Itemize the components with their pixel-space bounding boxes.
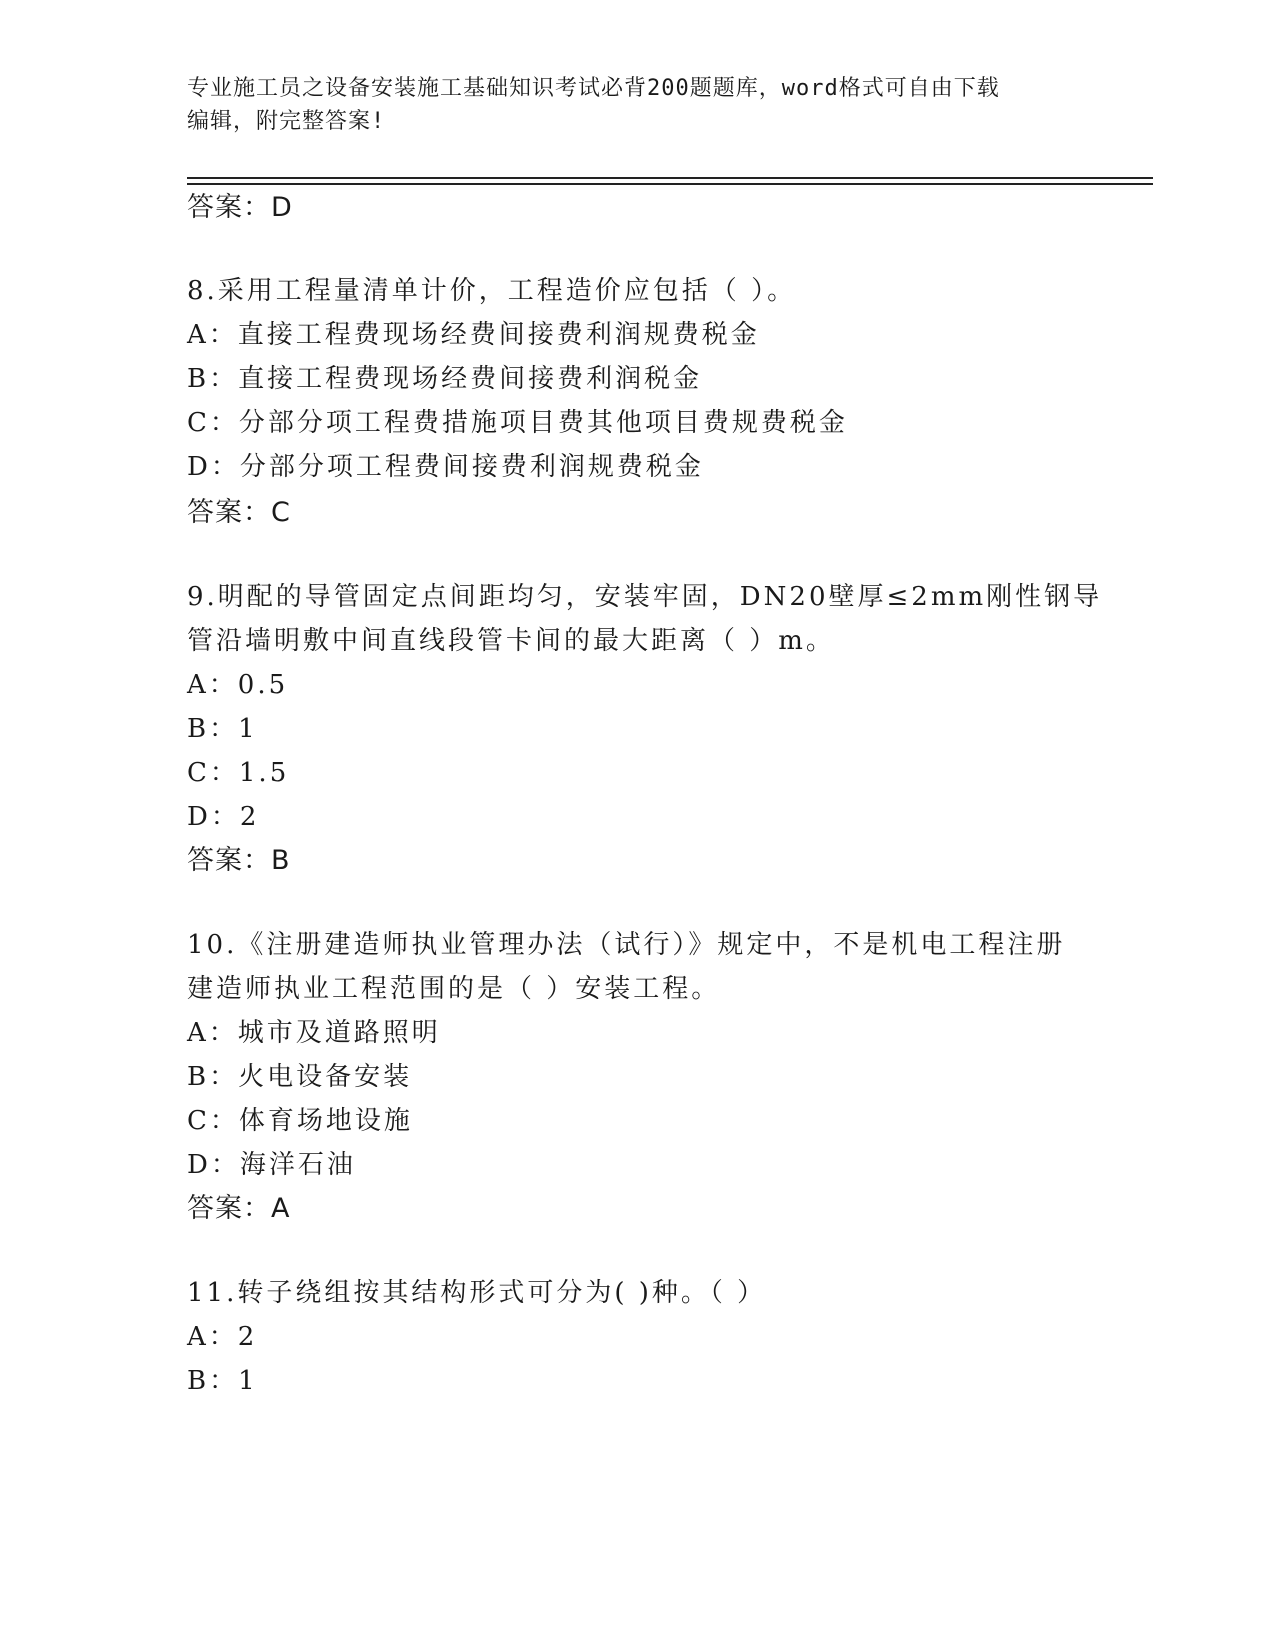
answer-line: 答案：A bbox=[187, 1193, 291, 1224]
header-rule-bottom bbox=[187, 183, 1153, 185]
option-a: A：城市及道路照明 bbox=[187, 1018, 441, 1048]
option-b: B：直接工程费现场经费间接费利润税金 bbox=[187, 364, 703, 394]
question-stem-continued: 建造师执业工程范围的是（ ）安装工程。 bbox=[187, 974, 721, 1004]
answer-line: 答案：B bbox=[187, 845, 291, 876]
question-stem: 11.转子绕组按其结构形式可分为( )种。（ ） bbox=[187, 1278, 767, 1308]
question-stem: 9.明配的导管固定点间距均匀，安装牢固，DN20壁厚≤2mm刚性钢导 bbox=[187, 582, 1103, 612]
header-line-2: 编辑，附完整答案! bbox=[187, 109, 386, 134]
option-b: B：1 bbox=[187, 1366, 258, 1396]
answer-line: 答案：D bbox=[187, 192, 293, 223]
option-a: A：0.5 bbox=[187, 670, 289, 700]
question-stem: 10.《注册建造师执业管理办法（试行）》规定中，不是机电工程注册 bbox=[187, 930, 1066, 960]
option-d: D：分部分项工程费间接费利润规费税金 bbox=[187, 452, 704, 482]
header-line-1: 专业施工员之设备安装施工基础知识考试必背200题题库，word格式可自由下载 bbox=[187, 76, 1000, 101]
option-c: C：分部分项工程费措施项目费其他项目费规费税金 bbox=[187, 408, 848, 438]
option-b: B：1 bbox=[187, 714, 258, 744]
option-a: A：2 bbox=[187, 1322, 258, 1352]
option-d: D：海洋石油 bbox=[187, 1150, 356, 1180]
option-d: D：2 bbox=[187, 802, 260, 832]
header-rule-top bbox=[187, 177, 1153, 179]
answer-line: 答案：C bbox=[187, 497, 291, 528]
option-c: C：体育场地设施 bbox=[187, 1106, 413, 1136]
option-a: A：直接工程费现场经费间接费利润规费税金 bbox=[187, 320, 760, 350]
question-stem-continued: 管沿墙明敷中间直线段管卡间的最大距离（ ）m。 bbox=[187, 626, 835, 656]
document-header bbox=[187, 72, 1087, 138]
option-c: C：1.5 bbox=[187, 758, 290, 788]
option-b: B：火电设备安装 bbox=[187, 1062, 413, 1092]
question-stem: 8.采用工程量清单计价，工程造价应包括（ ）。 bbox=[187, 276, 797, 306]
